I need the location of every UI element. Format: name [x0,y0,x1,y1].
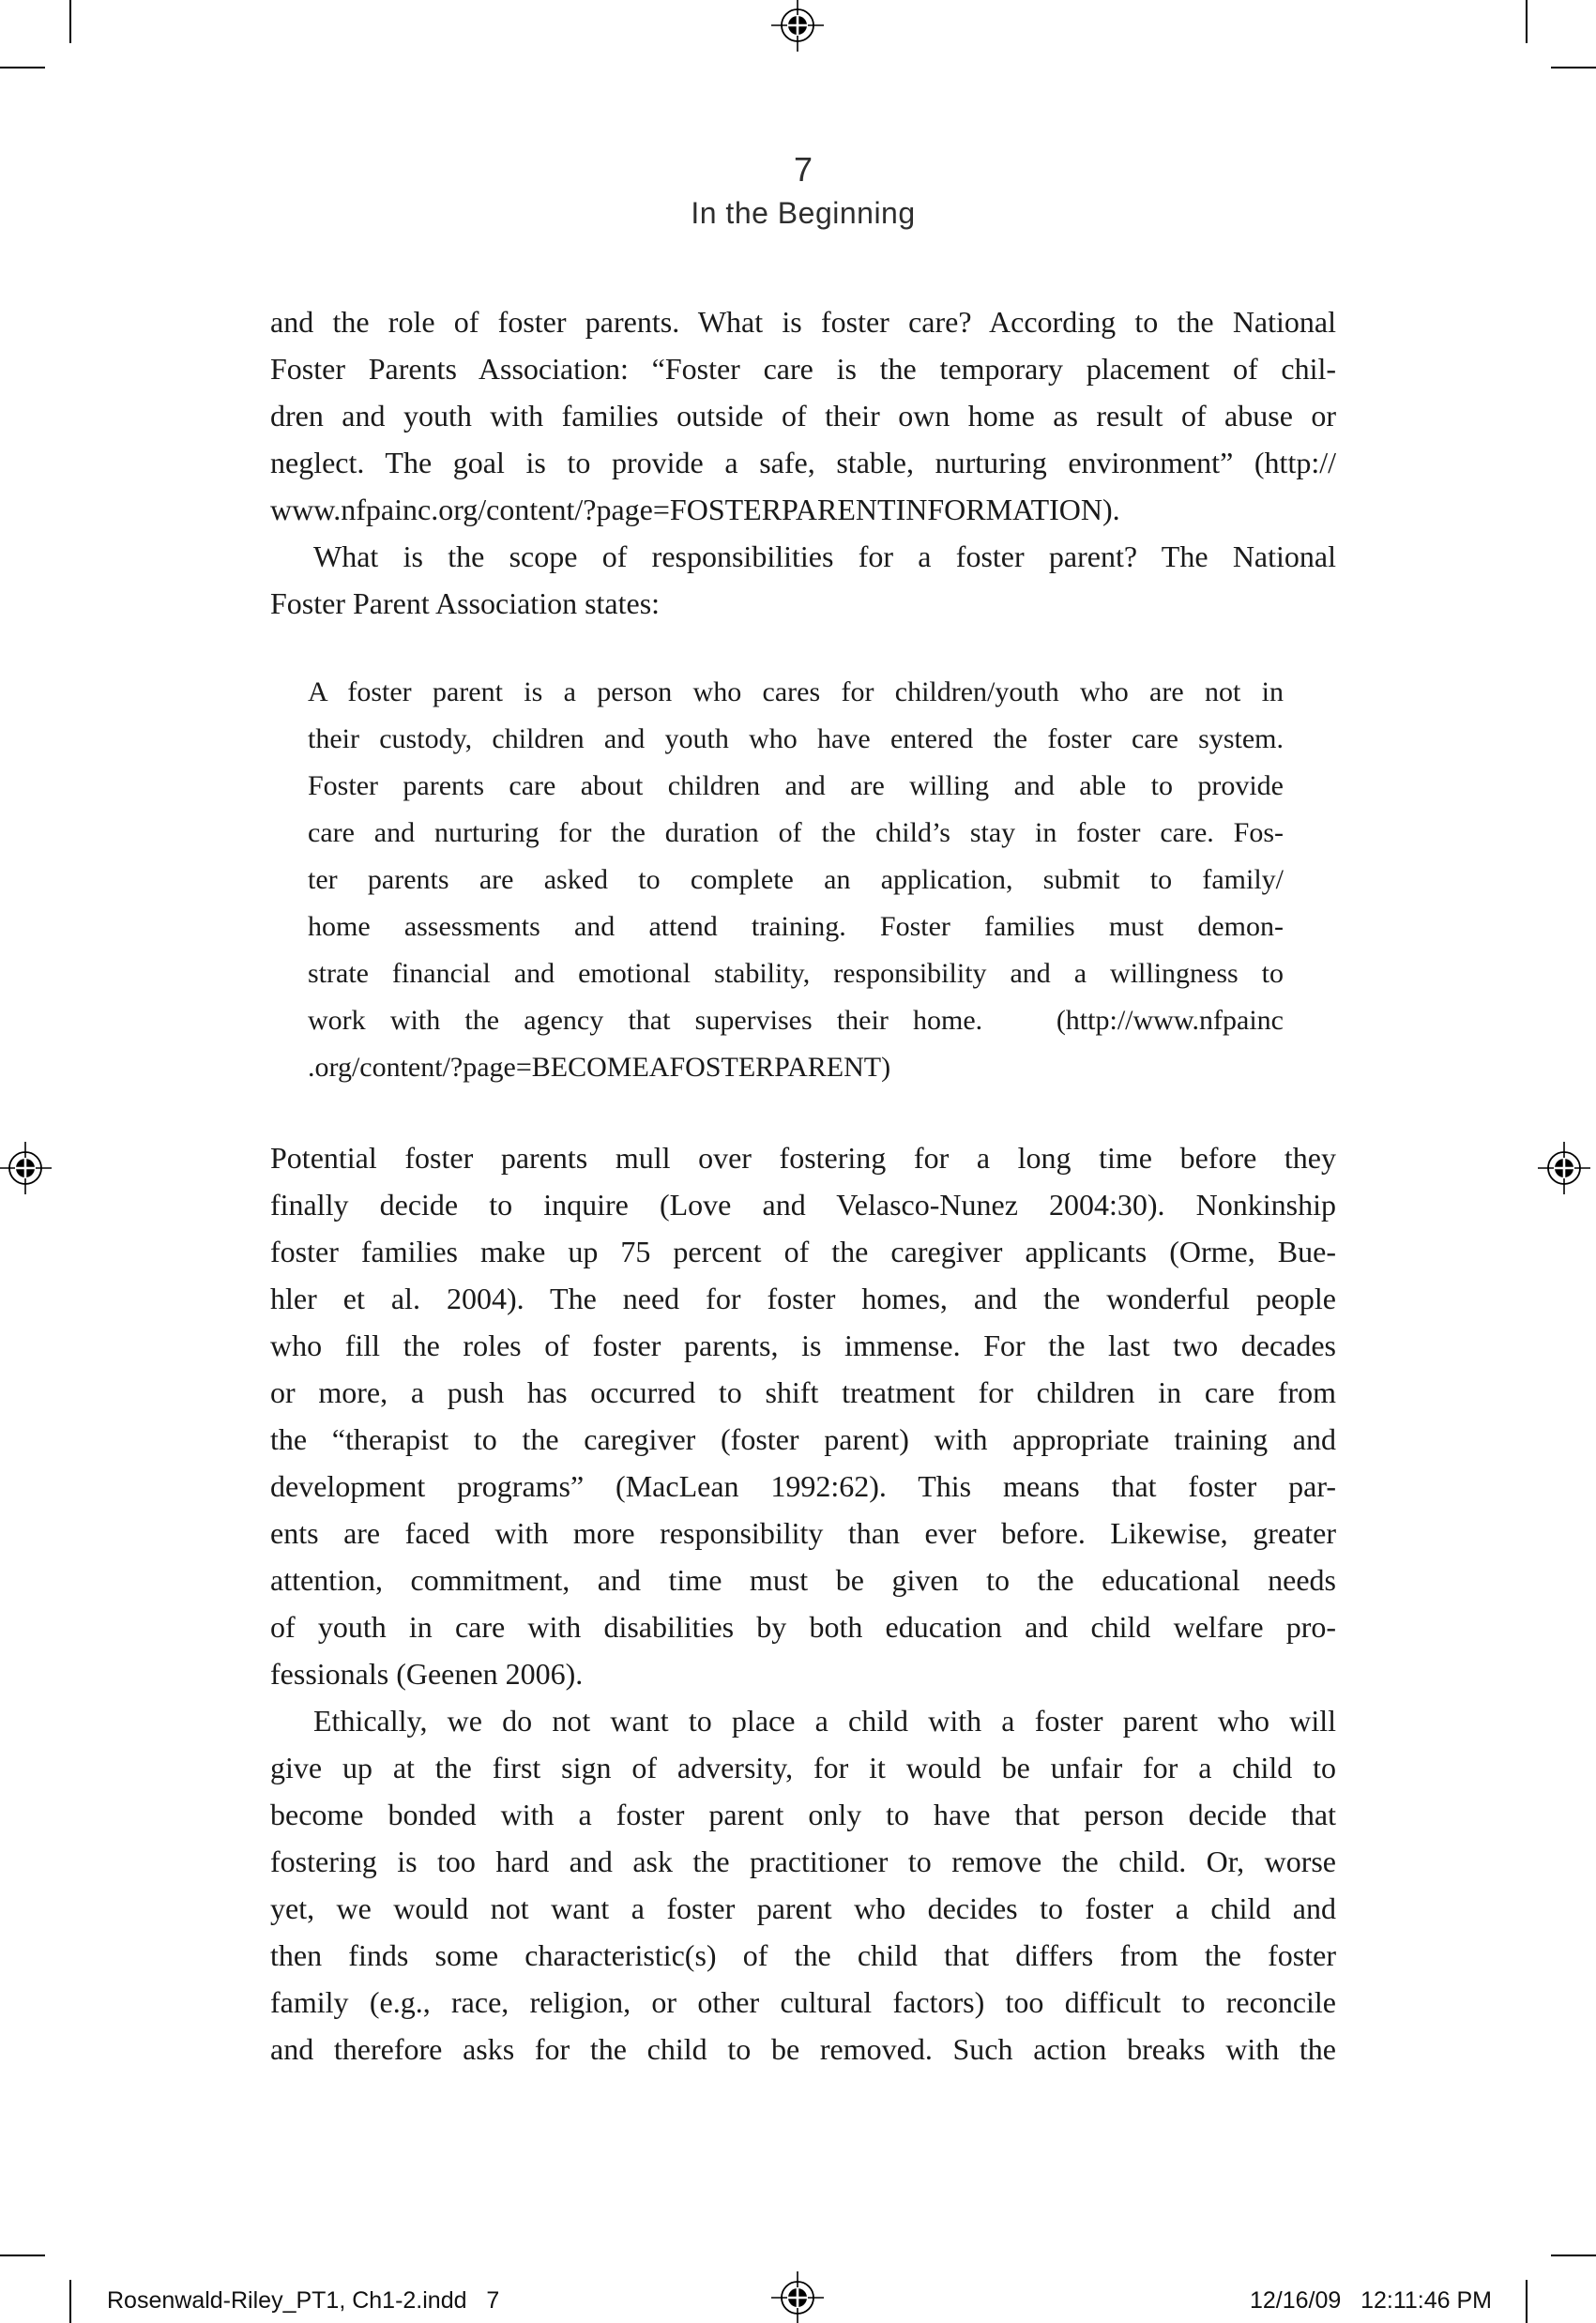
text-line: attention, commitment, and time must be given to the educational needs [270,1563,1336,1597]
registration-mark-right-center [1536,1140,1592,1196]
text-line: and therefore asks for the child to be removed. Such action breaks with the [270,2032,1336,2066]
text-line: fostering is too hard and ask the practitioner to remove the child. Or, worse [270,1845,1336,1878]
text-line: then finds some characteristic(s) of the child that differs from the foster [270,1938,1336,1972]
text-line: Foster Parents Association: “Foster care is the temporary placement of chil- [270,352,1336,386]
text-line: development programs” (MacLean 1992:62). This means that foster par- [270,1469,1336,1503]
text-line: their custody, children and youth who have entered the foster care system. [308,723,1284,754]
text-line: ents are faced with more responsibility than ever before. Likewise, greater [270,1516,1336,1550]
text-line: foster families make up 75 percent of the caregiver applicants (Orme, Bue- [270,1235,1336,1268]
text-line: Potential foster parents mull over fostering for a long time before they [270,1141,1336,1175]
text-line: A foster parent is a person who cares for children/youth who are not in [308,676,1284,707]
text-line: yet, we would not want a foster parent who decides to foster a child and [270,1891,1336,1925]
text-line: .org/content/?page=BECOMEAFOSTERPARENT) [308,1052,891,1083]
production-footer [0,2282,1596,2319]
text-line: Foster Parent Association states: [270,586,661,620]
footer-filename: Rosenwald-Riley_PT1, Ch1-2.indd 7 [107,2287,500,2314]
text-line: and the role of foster parents. What is foster care? According to the National [270,305,1336,339]
text-line: work with the agency that supervises their home. (http://www.nfpainc [308,1005,1284,1036]
text-line: the “therapist to the caregiver (foster parent) with appropriate training and [270,1422,1336,1456]
text-line: fessionals (Geenen 2006). [270,1657,584,1691]
footer-timestamp: 12/16/09 12:11:46 PM [1249,2287,1492,2314]
text-line: ter parents are asked to complete an application, submit to family/ [308,864,1284,895]
text-line: family (e.g., race, religion, or other cultural factors) too difficult to reconcile [270,1985,1336,2019]
text-line: neglect. The goal is to provide a safe, stable, nurturing environment” (http:// [270,446,1336,479]
running-title: In the Beginning [691,196,916,230]
registration-mark-top-center [769,0,826,53]
paragraph-3 [270,1134,1336,1697]
text-line: Foster parents care about children and are willing and able to provide [308,770,1284,801]
crop-mark-bottom-right-horizontal [1551,2255,1596,2256]
crop-mark-top-right-vertical [1526,0,1528,43]
crop-mark-bottom-left-horizontal [0,2255,45,2256]
text-line: strate financial and emotional stability, responsibility and a willingness to [308,958,1284,989]
crop-mark-top-right-horizontal [1551,67,1596,68]
text-line: become bonded with a foster parent only to have that person decide that [270,1798,1336,1831]
text-line: home assessments and attend training. Foster families must demon- [308,911,1284,942]
text-line: dren and youth with families outside of their own home as result of abuse or [270,399,1336,433]
text-line: www.nfpainc.org/content/?page=FOSTERPARENTINFORMATION). [270,493,1120,526]
crop-mark-top-left-vertical [69,0,71,43]
text-line: finally decide to inquire (Love and Velasco-Nunez 2004:30). Nonkinship [270,1188,1336,1222]
text-column [270,298,1336,2072]
text-line: hler et al. 2004). The need for foster homes, and the wonderful people [270,1282,1336,1315]
paragraph-2 [270,533,1336,627]
text-line: Ethically, we do not want to place a child with a foster parent who will [313,1704,1336,1738]
paragraph-4 [270,1697,1336,2072]
text-line: What is the scope of responsibilities for a foster parent? The National [313,539,1336,573]
text-line: of youth in care with disabilities by both education and child welfare pro- [270,1610,1336,1644]
text-line: give up at the first sign of adversity, for it would be unfair for a child to [270,1751,1336,1784]
running-head [270,148,1336,235]
block-quote [308,669,1284,1091]
crop-mark-top-left-horizontal [0,67,45,68]
text-line: who fill the roles of foster parents, is immense. For the last two decades [270,1329,1336,1362]
registration-mark-left-center [0,1140,53,1196]
page-number: 7 [793,150,813,189]
paragraph-1 [270,298,1336,533]
text-line: or more, a push has occurred to shift treatment for children in care from [270,1375,1336,1409]
text-line: care and nurturing for the duration of the child’s stay in foster care. Fos- [308,817,1284,848]
